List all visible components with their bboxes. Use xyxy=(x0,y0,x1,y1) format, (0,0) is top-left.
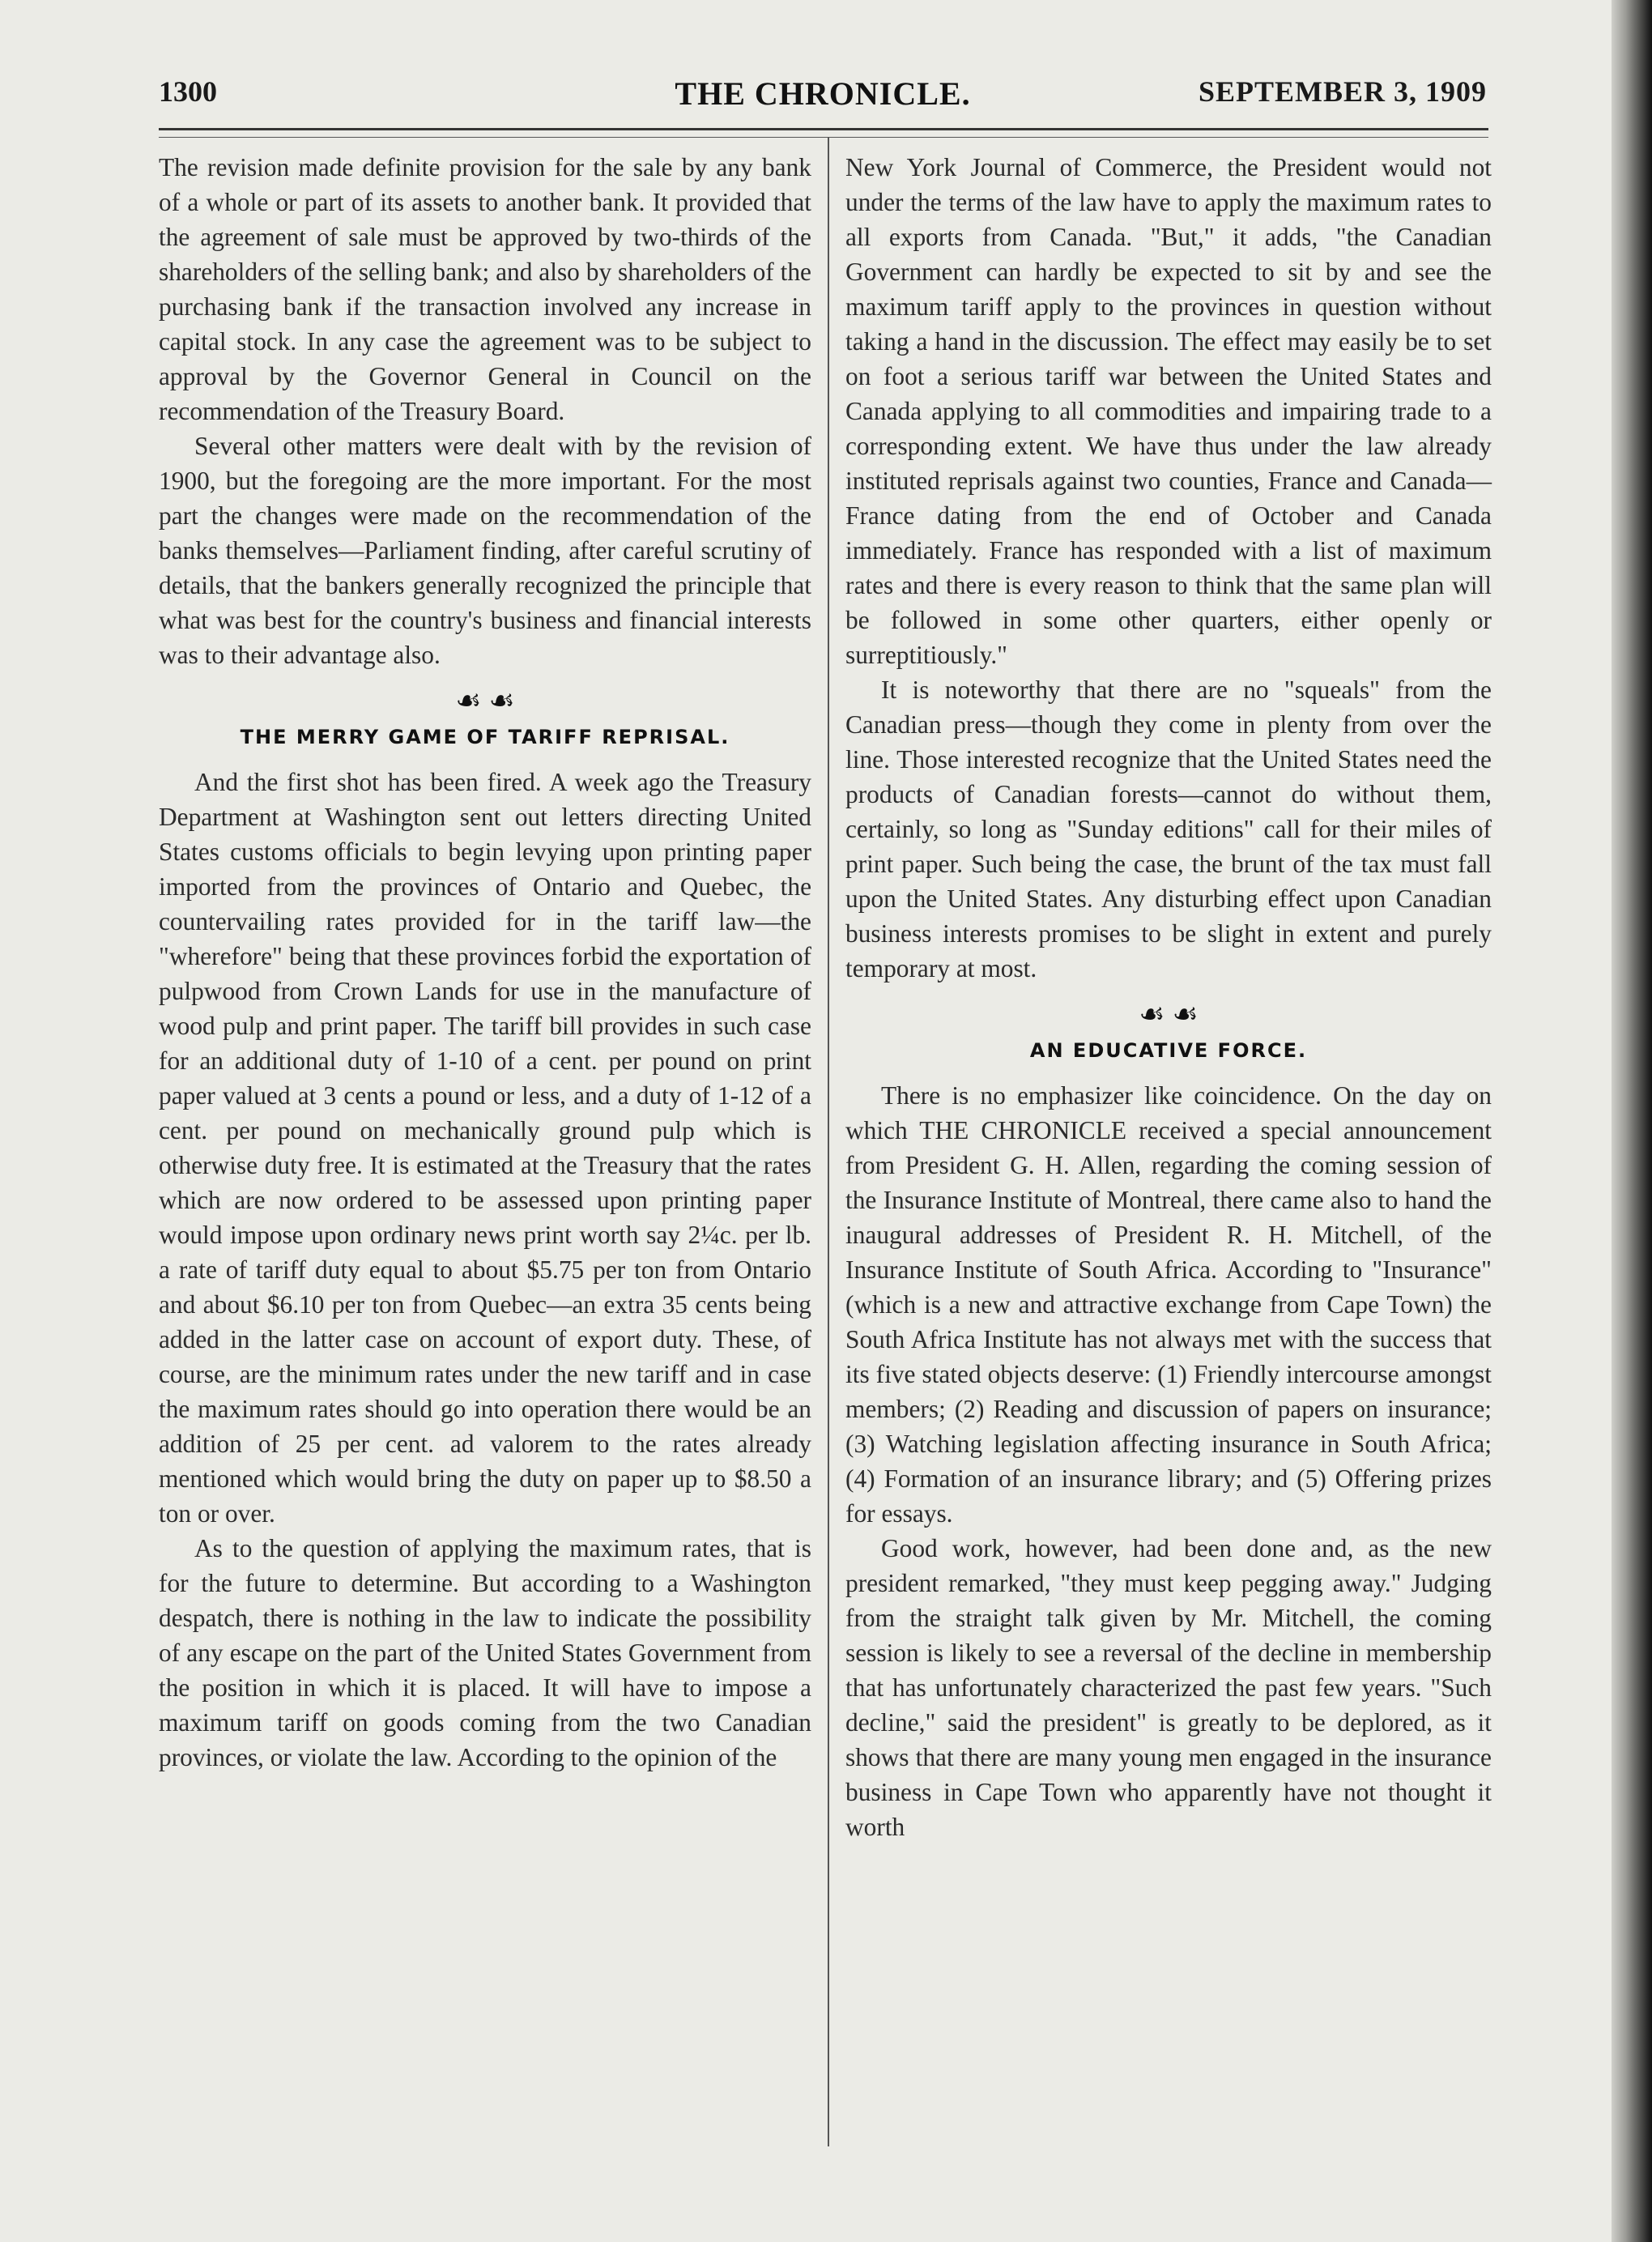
article-heading: AN EDUCATIVE FORCE. xyxy=(1029,1039,1308,1062)
article-paragraph: And the first shot has been fired. A week ago the Treasury Department at Washington sent out letters directing United States customs officials to begin levying upon printing paper imported from the provinces of Ontario and Quebec, the countervailing rates provided for in the tariff law—the "wherefore" being that these provinces forbid the exportation of pulpwood from Crown Lands for use in the manufacture of wood pulp and print paper. The tariff bill provides in such case for an additional duty of 1-10 of a cent. per pound on print paper valued at 3 cents a pound or less, and a duty of 1-12 of a cent. per pound on mechanically ground pulp which is otherwise duty free. It is estimated at the Treasury that the rates which are now ordered to be assessed upon printing paper would impose upon ordinary news print worth say 2¼c. per lb. a rate of tariff duty equal to about $5.75 per ton from Ontario and about $6.10 per ton from Quebec—an extra 35 cents being added in the latter case on account of export duty. These, of course, are the minimum rates under the new tariff and in case the maximum rates should go into operation there would be an addition of 25 per cent. ad valorem to the rates already mentioned which would bring the duty on paper up to $8.50 a ton or over. xyxy=(159,768,811,1528)
article-paragraph: Several other matters were dealt with by the revision of 1900, but the foregoing are the more important. For the most part the changes were made on the recommendation of the banks themselves—Parliament finding, after careful scrutiny of details, that the bankers generally recognized the principle that what was best for the country's business and financial interests was to their advantage also. xyxy=(159,432,811,669)
article-paragraph: It is noteworthy that there are no "squeals" from the Canadian press—though they come in plenty from over the line. Those interested recognize that the United States need the products of Canadian forests—cannot do without them, certainly, so long as "Sunday editions" call for their miles of print paper. Such being the case, the brunt of the tax must fall upon the United States. Any disturbing effect upon Canadian business interests promises to be slight in extent and purely temporary at most. xyxy=(845,676,1492,982)
header-rule xyxy=(159,128,1488,138)
section-ornament: ☙ ☙ xyxy=(455,684,515,717)
article-paragraph: New York Journal of Commerce, the President would not under the terms of the law have to apply the maximum rates to all exports from Canada. "But," it adds, "the Canadian Government can hardly be expected to sit by and see the maximum tariff apply to the provinces in question without taking a hand in the discussion. The effect may easily be to set on foot a serious tariff war between the United States and Canada applying to all commodities and impairing trade to a corresponding extent. We have thus under the law already instituted reprisals against two counties, France and Canada—France dating from the end of October and Canada immediately. France has responded with a list of maximum rates and there is every reason to think that the same plan will be followed in some other quarters, either openly or surreptitiously." xyxy=(845,153,1492,669)
page-header xyxy=(159,75,1487,115)
page-binding-edge xyxy=(1612,0,1652,2242)
publication-title: THE CHRONICLE. xyxy=(675,75,971,112)
article-paragraph: There is no emphasizer like coincidence. On the day on which THE CHRONICLE received a special announcement from President G. H. Allen, regarding the coming session of the Insurance Institute of Montreal, there came also to hand the inaugural addresses of President R. H. Mitchell, of the Insurance Institute of South Africa. According to "Insurance" (which is a new and attractive exchange from Cape Town) the South Africa Institute has not always met with the success that its five stated objects deserve: (1) Friendly intercourse amongst members; (2) Reading and discussion of papers on insurance; (3) Watching legislation affecting insurance in South Africa; (4) Formation of an insurance library; and (5) Offering prizes for essays. xyxy=(845,1081,1492,1528)
column-divider xyxy=(828,138,829,2146)
page-number: 1300 xyxy=(159,75,217,108)
left-column xyxy=(159,150,811,1775)
issue-date: SEPTEMBER 3, 1909 xyxy=(1198,75,1487,108)
right-column xyxy=(845,150,1492,1844)
section-ornament: ☙ ☙ xyxy=(1139,998,1199,1030)
article-paragraph: As to the question of applying the maximum rates, that is for the future to determine. But according to a Washington despatch, there is nothing in the law to indicate the possibility of any escape on the part of the United States Government from the position in which it is placed. It will have to impose a maximum tariff on goods coming from the two Canadian provinces, or violate the law. According to the opinion of the xyxy=(159,1534,811,1771)
article-paragraph: Good work, however, had been done and, as the new president remarked, "they must keep pegging away." Judging from the straight talk given by Mr. Mitchell, the coming session is likely to see a reversal of the decline in membership that has unfortunately characterized the past few years. "Such decline," said the president" is greatly to be deplored, as it shows that there are many young men engaged in the insurance business in Cape Town who apparently have not thought it worth xyxy=(845,1534,1492,1841)
article-paragraph: The revision made definite provision for the sale by any bank of a whole or part of its assets to another bank. It provided that the agreement of sale must be approved by two-thirds of the shareholders of the selling bank; and also by shareholders of the purchasing bank if the transaction involved any increase in capital stock. In any case the agreement was to be subject to approval by the Governor General in Council on the recommendation of the Treasury Board. xyxy=(159,153,811,425)
article-heading: THE MERRY GAME OF TARIFF REPRISAL. xyxy=(240,726,730,748)
